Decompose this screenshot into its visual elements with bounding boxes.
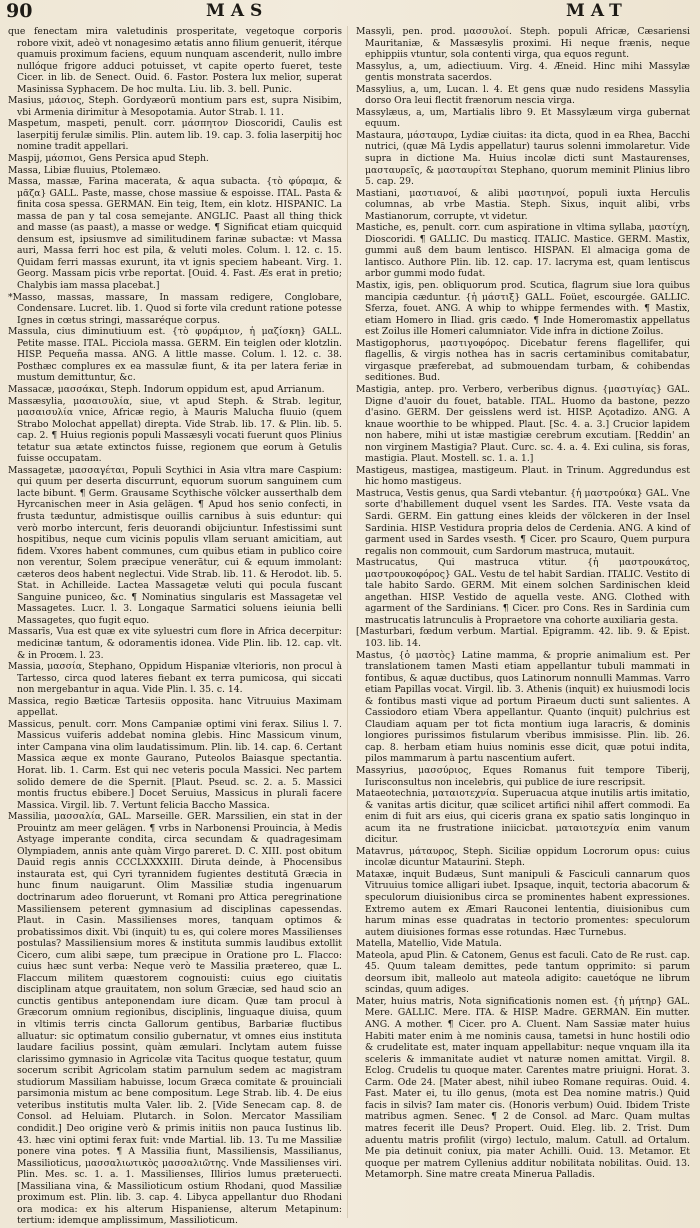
dictionary-entry: Mastruca, Vestis genus, qua Sardi vtebantur. {ἡ μαστρούκα} GAL. Vne sorte d'habillement duquel vsent les Sardes. ITA. Veste vsata da Sardi. GERM. Ein gattung eines kleids der völckeren in der Insel Sardinia. HISP. Vestidura propria delos de Cerdenia. ANG. A kind of garment used in Sardes vsesth. ¶ Cicer. pro Scauro, Quem purpura regalis non commouit, cum Sardorum mastruca, mutauit. — [356, 487, 690, 557]
dictionary-entry: Mastigeus, mastigea, mastigeum. Plaut. in Trinum. Aggredundus est hic homo mastigeus. — [356, 464, 690, 488]
dictionary-entry: Massæsylia, μασαισυλία, siue, vt apud Steph. & Strab. legitur, μασαισυλία vnice, Africæ regio, à Mauris Malucha fluuio (quem Strabo Molochat appellat) direpta. Vide Strab. lib. 17. & Plin. lib. 5. cap. 2. ¶ Huius regionis populi Massæsyli vocati fuerunt quos Plinius tetatur sua ætate extinctos fuisse, regionem que eorum à Getulis fuisse occupatam. — [8, 395, 342, 465]
dictionary-entry: Mastaura, μάσταυρα, Lydiæ ciuitas: ita dicta, quod in ea Rhea, Bacchi nutrici, (quæ Mā Lydis appellatur) taurus solenni immolaretur. Vide supra in dictione Ma. Huius incolæ dicti sunt Mastaurenses, μασταυρεῖς, & μασταυρίται Stephano, quorum meminit Plinius libro 5. cap. 29. — [356, 129, 690, 188]
dictionary-entry: Mataeotechnia, ματαιοτεχνία. Superuacua atque inutilis artis imitatio, & vanitas artis dicitur, quæ scilicet artifici nihil affert commodi. Ea enim di fuit ars eius, qui ciceris grana ex spatio satis longinquo in acum ita ne frustratione iniicicbat. ματαιοτεχνία enim vanum dicitur. — [356, 788, 690, 846]
running-head-left: MAS — [206, 1, 269, 21]
dictionary-entry: Mateola, apud Plin. & Catonem, Genus est faculi. Cato de Re rust. cap. 45. Quum taleam demittes, pede tantum opprimito: si parum deorsum ibit, malleolo aut mateola adigito: cauetóque ne librum scindas, quum adiges. — [356, 949, 690, 996]
dictionary-entry: Massyli, pen. prod. μασσυλοί. Steph. populi Africæ, Cæsariensi Mauritaniæ, & Massæsylis proximi. Hi neque frænis, neque ephippiis vtuntur, sola contenti virga, qua equos regunt. — [356, 26, 690, 61]
dictionary-entry: Matavrus, μάταυρος, Steph. Siciliæ oppidum Locrorum opus: cuius incolæ dicuntur Mataurini. Steph. — [356, 845, 690, 869]
dictionary-entry: Mastigophorus, μαστιγοφόρος. Dicebatur ferens flagellifer, qui flagellis, & virgis nothea has in sacris certaminibus comitabatur, virgasque præferebat, ad submouendam turbam, & cohibendas seditiones. Bud. — [356, 337, 690, 384]
dictionary-entry: Massula, cius diminutiuum est. {τὸ φυράμιον, ἡ μαζίσκη} GALL. Petite masse. ITAL. Picciola massa. GERM. Ein teiglen oder klotzlin. HISP. Pequeña massa. ANG. A little masse. Colum. l. 12. c. 38. Posthæc complures ex ea massulæ fiunt, & ita per latera feriæ in mustum demittuntur, &c. — [8, 326, 342, 384]
dictionary-entry: Massacæ, μασσάκαι, Steph. Indorum oppidum est, apud Arrianum. — [8, 383, 325, 395]
dictionary-entry: Massylus, a, um, adiectiuum. Virg. 4. Æneid. Hinc mihi Massylæ gentis monstrata sacerdos. — [356, 60, 690, 84]
dictionary-entry: Massylæus, a, um, Martialis libro 9. Et Massylæum virga gubernat equum. — [356, 106, 690, 130]
page-number: 90 — [6, 0, 33, 22]
column-divider — [347, 26, 348, 1218]
running-head-right: MAT — [566, 1, 628, 21]
dictionary-entry: Mastix, igis, pen. obliquorum prod. Scutica, flagrum siue lora quibus mancipia cæduntur. {ἡ μάστιξ} GALL. Foüet, escourgée. GALLIC. Sferza, fouet. ANG. A whip to whippe fermendes with. ¶ Mastix, etiam Homero in Iliad. gris cædo. ¶ Inde Homeromastix appellatus est Zoilus ille Homeri calumniator. Vide infra in dictione Zoilus. — [356, 280, 690, 338]
dictionary-entry: Massarīs, Vua est quæ ex vite syluestri cum flore in Africa decerpitur: medicinæ tantum, & odoramentis idonea. Vide Plin. lib. 12. cap. vlt. & in Proœm. l. 23. — [8, 626, 342, 661]
dictionary-entry: [Masturbari, fœdum verbum. Martial. Epigramm. 42. lib. 9. & Epist. 103. lib. 14. — [356, 626, 690, 649]
dictionary-entry: *Masso, massas, massare, In massam redigere, Conglobare, Condensare. Lucret. lib. 1. Quod si forte vila credunt ratione potesse Ignes in cœtus stringi, massaréque corpus. — [8, 291, 342, 326]
dictionary-entry: Mastiche, es, penult. corr. cum aspiratione in vltima syllaba, μαστίχη, Dioscoridi. ¶ GALLIC. Du masticq. ITALIC. Mastice. GERM. Mastix, gummi auß dem baum lentisco. HISPAN. El almaciga goma de lantisco. Authore Plin. lib. 12. cap. 17. lacryma est, quam lentiscus arbor gummi modo fudat. — [356, 222, 690, 280]
left-column — [8, 26, 342, 1227]
dictionary-entry: Massagetæ, μασσαγέται, Populi Scythici in Asia vltra mare Caspium: qui quum per deserta discurrunt, equorum suorum sanguinem cum lacte bibunt. ¶ Germ. Grausame Scythische völcker ausserthalb dem Hyrcanischen meer in Asia gelägen. ¶ Apud hos senio confecti, in frusta tæduntur, admistisque ouillis carnibus à suis eduntur: qui verò morbo intercunt, feris deuorandi obijciuntur. Infestissimi sunt hospitibus, neque cum vicinis populis vllam seruant amicitiam, aut fidem. Vxores habent communes, cum quibus etiam in publico coire non verentur, Solem præcipue venerātur, cui & equum immolant: cæteros deos habent neglectui. Vide Strab. lib. 11. & Herodot. lib. 5. Stat. in Achilleide. Lactea Massagetæ veluti qui pocula fuscant Sanguine puniceo, &c. ¶ Nominatius singularis est Massagetæ vel Massagetes. Lucr. l. 3. Longaque Sarmatici soluens ieiunia belli Massagetes, quo fugit equo. — [8, 464, 342, 626]
dictionary-entry: Massyrius, μασσύριος, Eques Romanus fuit tempore Tiberij, Iurisconsultus non incelebris, qui publice de iure rescripsit. — [356, 765, 690, 788]
dictionary-entry: Massia, μασσία, Stephano, Oppidum Hispaniæ vlterioris, non procul à Tartesso, circa quod lateres fiebant ex terra pumicosa, qui siccati non mergebantur in aqua. Vide Plin. l. 35. c. 14. — [8, 661, 342, 696]
right-column — [356, 26, 690, 1218]
dictionary-entry: Matella, Matellio, Vide Matula. — [356, 938, 502, 950]
dictionary-entry: Mastigia, antep. pro. Verbero, verberibus dignus. {μαστιγίας} GAL. Digne d'auoir du fouet, batable. ITAL. Huomo da bastone, pezzo d'asino. GERM. Der geisslens werd ist. HISP. Açotadizo. ANG. A knaue woorthie to be whipped. Plaut. [Sc. 4. a. 3.] Crucior lapidem non habere, mihi ut istæ mastigiæ cerebrum excutiam. [Reddin' an non virginem Mastigia? Plaut. Curc. sc. 4. a. 4. Exi culina, sis foras, mastigia. Plaut. Mostell. sc. 1. a. 1.] — [356, 383, 690, 465]
dictionary-entry: Mastiani, μαστιανοί, & alibi μαστιηνοί, populi iuxta Herculis columnas, ab vrbe Mastia. Steph. Sixus, inquit alibi, vrbs Mastianorum, corrupte, vt videtur. — [356, 187, 690, 222]
dictionary-entry: Massylius, a, um, Lucan. l. 4. Et gens quæ nudo residens Massylia dorso Ora leui flectit frænorum nescia virga. — [356, 83, 690, 107]
dictionary-entry: Maspij, μάσπιοι, Gens Persica apud Steph. — [8, 153, 209, 165]
dictionary-entry: Massicus, penult. corr. Mons Campaniæ optimi vini ferax. Silius l. 7. Massicus vuiferis addebat nomina glebis. Hinc Massicum vinum, inter Campana vina olim laudatissimum. Plin. lib. 14. cap. 6. Certant Massica æque ex monte Gaurano, Puteolos Baiasque spectantia. Horat. lib. 1. Carm. Est qui nec veteris pocula Massici. Nec partem solido demere de die Spernit. [Plaut. Pseud. sc. 2. a. 5. Massici montis fructus ebibere.] Docet Seruius, Massicus in plurali facere Massica. Virgil. lib. 7. Vertunt felicia Baccho Massica. — [8, 718, 342, 811]
dictionary-entry: Mastus, {ὁ μαστὸς} Latine mamma, & proprie animalium est. Per translationem tamen Masti etiam appellantur tubuli mammati in fontibus, & aquæ ductibus, quos Latinorum nonnulli Mammas. Varro etiam Papillas vocat. Virgil. lib. 3. Athenis (inquit) ex huiusmodi locis & fontibus masti vique ad portum Piraeum ducti sunt salientes. A Cassiodoro etiam Vbera appellantur. Quanto (inquit) pulchrius est Claudiam aquam per tot ficta montium iuga laracris, & dominis longiores purissimos fistularum vberibus immisisse. Plin. lib. 26. cap. 8. herbam etiam huius nominis esse dicit, quæ potui indita, pilos mammarum à partu nascentium aufert. — [356, 649, 690, 765]
dictionary-entry: Massilia, μασσαλία, GAL. Marseille. GER. Marssilien, ein stat in der Prouintz am meer gelägen. ¶ vrbs in Narbonensi Prouincia, à Medis Astyage imperante condita, circa secundam & quadragesimam Olympiadem, annis ante quàm Virgo pareret. D. C. XIII. post obitum Dauid regis annis CCCLXXXXIII. Diruta deinde, à Phocensibus instaurata est, qui Cyri tyrannidem fugientes destitutā Græcia in hunc finum nauigarunt. Olim Massiliæ studia ingenuarum doctrinarum adeo floruerunt, vt Romani pro Attica peregrinatione Massiliensem peterent gymnasium ad disciplinas capessendas. Plaut. in Casin. Massilienses mores, tanquam optimos & probatissimos dixit. Vbi (inquit) tu es, qui colere mores Massilienses postulas? Massiliensium mores & instituta summis laudibus extollit Cicero, cum alibi sæpe, tum præcipue in Oratione pro L. Flacco: cuius hæc sunt verba: Neque verò te Massilia prætereo, quæ L. Flaccum militem quæstorem cognouisti: cuius ego ciuitatis disciplinam atque grauitatem, non solum Græciæ, sed haud scio an cunctis gentibus anteponendam iure dicam. Quæ tam procul à Græcorum omnium regionibus, disciplinis, linguaque diuisa, quum in vltimis terris cincta Gallorum gentibus, Barbariæ fluctibus alluatur: sic optimatum consilio gubernatur, vt omnes eius instituta laudare facilius possint, quàm æmulari. Inclytam autem fuisse clarissimo gymnasio in Agricolæ vita Tacitus quoque testatur, quum socerum scribit Agricolam statim parnulum sedem ac magistram studiorum Massiliam habuisse, locum Græca comitate & prouinciali parsimonia mistum ac bene compositum. Lege Strab. lib. 4. De eius veteribus institutis multa Valer. lib. 2. [Vide Senecam cap. 8. de Consol. ad Heluiam. Plutarch. in Solon. Mercator Massiliam condidit.] Deo origine verò & primis initiis non pauca Iustinus lib. 43. hæc vini optimi ferax fuit: vnde Martial. lib. 13. Tu me Massiliæ ponere vina potes. ¶ A Massilia fiunt, Massiliensis, Massilianus, Massilioticus, μασσαλιωτικὸς μασσαλιῶτης. Vnde Massilienses viri. Plin. Mes. sc. 1. a. 1. Massilienses, Illirios lumus præteruecti. [Massiliana vina, & Massilioticum ostium Rhodani, quod Massiliæ proximum est. Plin. lib. 3. cap. 4. Libyca appellantur duo Rhodani ora modica: ex his alterum Hispaniense, alterum Metapinum: tertium: idemque amplissimum, Massilioticum. — [8, 811, 342, 1227]
page-header — [0, 0, 700, 24]
dictionary-entry: Mastrucatus, Qui mastruca vtitur. {ἡ μαστρουκάτος, μαστρουκοφόρος} GAL. Vestu de tel habit Sardian. ITALIC. Vestito di tale habito Sardo. GERM. Mit einem solchen Sardinischen kleid angethan. HISP. Vestido de aquella veste. ANG. Clothed with agarment of the Sardinians. ¶ Cicer. pro Cons. Res in Sardinia cum mastrucatis latrunculis à Propraetore vna cohorte auxiliaria gesta. — [356, 557, 690, 626]
dictionary-entry: Massa, massæ, Farina macerata, & aqua subacta. {τὸ φύραμα, & μᾶζα} GALL. Paste, masse, chose massiue & espoisse. ITAL. Pasta & finita cosa spessa. GERMAN. Ein teig, Item, ein klotz. HISPANIC. La massa de pan y tal cosa semejante. ANGLIC. Paast all thing thick and masse (as paast), a masse or wedge. ¶ Significat etiam quicquid densum est, ipsiusmve ad similitudinem farinæ subactæ: vt Massa auri, Massa ferri hoc est pila, & veluti moles. Colum. l. 12. c. 15. Quidam ferri massas exurunt, ita vt ignis speciem habeant. Virg. 1. Georg. Massam picis vrbe reportat. [Ouid. 4. Fast. Æs erat in pretio; Chalybis iam massa placebat.] — [8, 176, 342, 292]
dictionary-entry: Maspetum, maspeti, penult. corr. μάσπητον Dioscoridi, Caulis est laserpitij ferulæ similis. Plin. autem lib. 19. cap. 3. folia laserpitij hoc nomine tradit appellari. — [8, 118, 342, 153]
dictionary-entry: Mater, huius matris, Nota significationis nomen est. {ἡ μήτηρ} GAL. Mere. GALLIC. Mere. ITA. & HISP. Madre. GERMAN. Ein mutter. ANG. A mother. ¶ Cicer. pro A. Cluent. Nam Sassiæ mater huius Habiti mater enim à me nominis causa, tametsi in hunc hostili odio & crudelitate est, mater inquam appellabitur: neque vnquam illa ita sceleris & immanitate audiet vt naturæ nomen amittat. Virgil. 8. Eclog. Crudelis tu quoque mater. Carentes matre priuigni. Horat. 3. Carm. Ode 24. [Mater abest, nihil iubeo Romane requiras. Ouid. 4. Fast. Mater ei, tu illo genus, (mota est Dea nomine matris.) Quid facis in silvis? Iam mater cis. (Honoris verbum) Ouid. Ibidem Triste matribus agmen. Senec. ¶ 2 de Consol. ad Marc. Quam multas matres fecerit ille Deus? Propert. Ouid. Eleg. lib. 2. Trist. Dum aduentu matris profilit (virgo) lectulo, malum. Catull. ad Ortalum. Me pia detinuit coniux, pia mater Achilli. Ouid. 13. Metamor. Et quoque per matrem Cyllenius additur nobilitata nobilitas. Ouid. 13. Metamorph. Sine matre creata Minerua Palladis. — [356, 995, 690, 1181]
dictionary-entry: Massica, regio Bæticæ Tartesiis opposita. hanc Vitruuius Maximam appellat. — [8, 695, 342, 719]
dictionary-entry: Massa, Libiæ fluuius, Ptolemæo. — [8, 164, 161, 176]
dictionary-entry: Mataxæ, inquit Budæus, Sunt manipuli & Fasciculi cannarum quos Vitruuius tomice alligari iubet. Ipsaque, inquit, tectoria abacorum & speculorum diuisionibus circa se prominentes habent expressiones. Extremo autem ex Æmari Rauconei lententia, diuisionibus cum harum minas esse quadratas in tectorio promentes: speculorum autem diuisiones formas esse rotundas. Hæc Turnebus. — [356, 868, 690, 938]
dictionary-entry: Masius, μάσιος, Steph. Gordyæorū montium pars est, supra Nisibim, vbi Armenia dirimitur à Mesopotamia. Autor Strab. l. 11. — [8, 95, 342, 118]
dictionary-entry: que fenectam mira valetudinis prosperitate, vegetoque corporis robore vixit, adeò vt nonagesimo ætatis anno filium genuerit, itérque quamuis proximum faciens, equum nunquam ascenderit, nullo imbre nullóque frigore adduci potuisset, vt capite operto fueret, teste Cicer. in lib. de Senect. Ouid. 6. Fastor. Postera lux melior, superat Masinissa Syphacem. De hoc multa. Liu. lib. 3. bell. Punic. — [8, 26, 342, 95]
